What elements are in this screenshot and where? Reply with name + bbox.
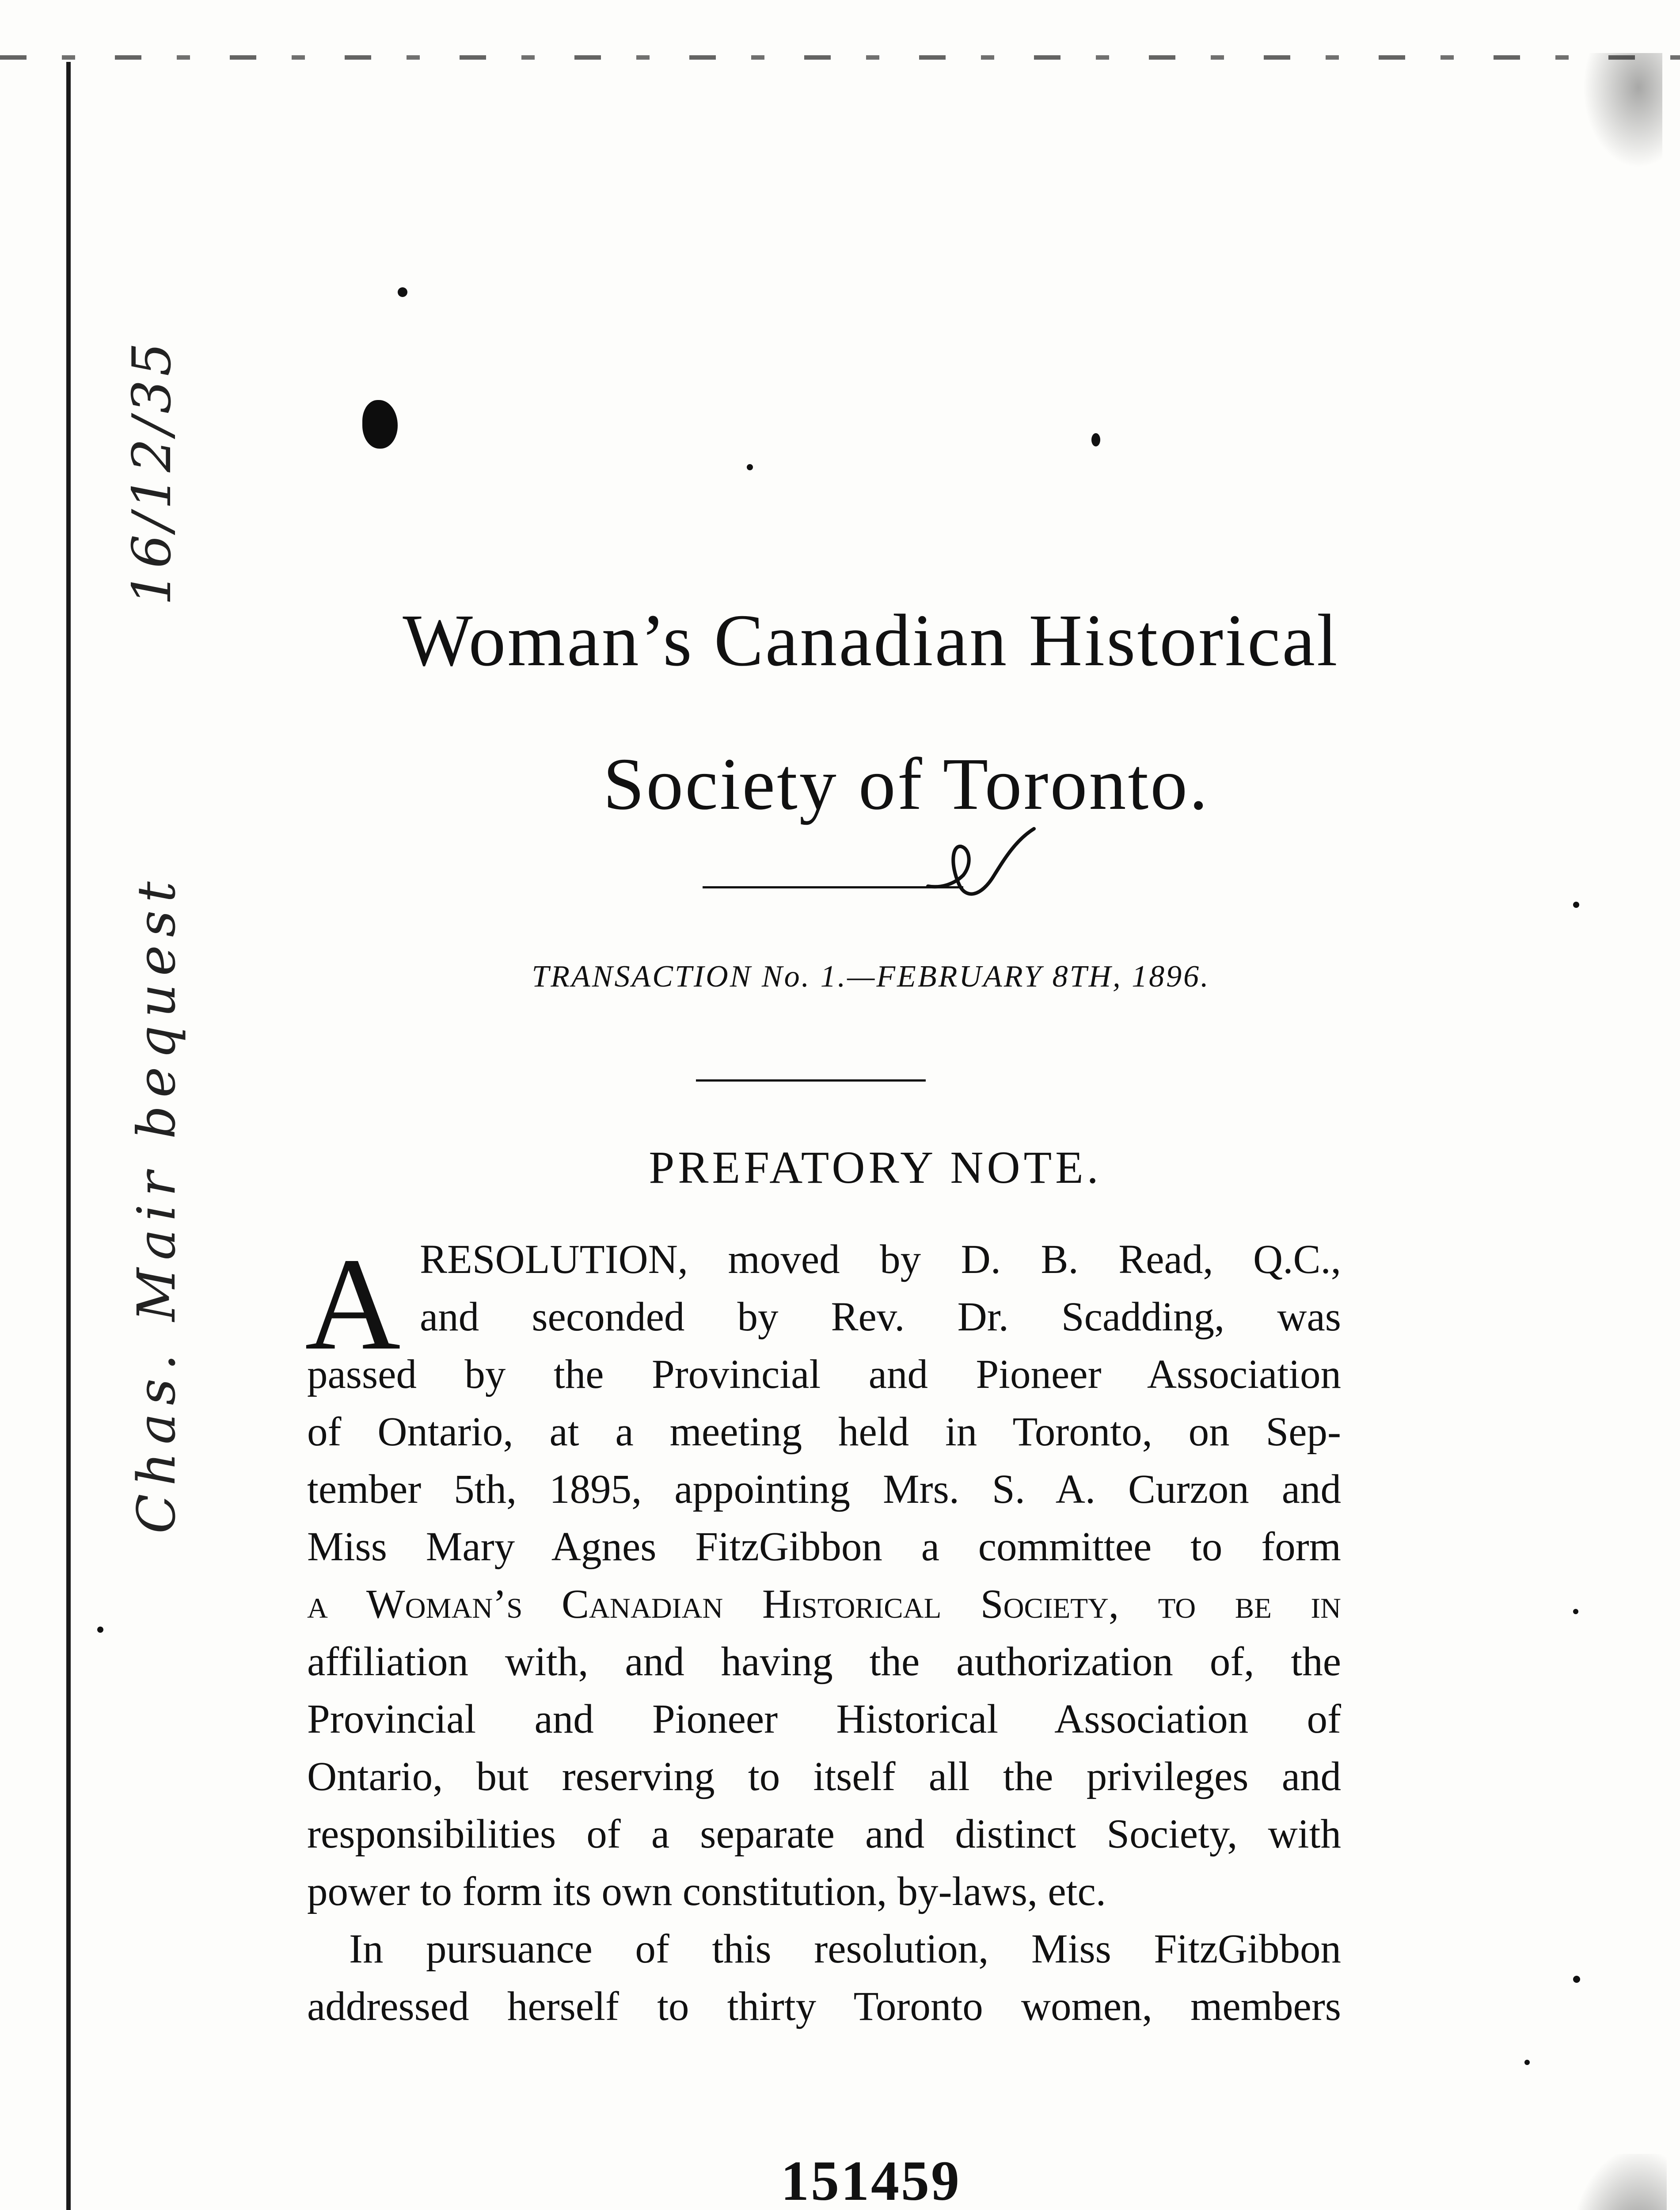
body-line: responsibilities of a separate and distinct Society, with <box>307 1811 1341 1857</box>
body-line: a Woman’s Canadian Historical Society, to be in <box>307 1581 1341 1627</box>
body-text <box>307 1231 1341 2035</box>
body-line: power to form its own constitution, by-laws, etc. <box>307 1869 1106 1914</box>
body-line: addressed herself to thirty Toronto women, members <box>307 1984 1341 2029</box>
section-heading: PREFATORY NOTE. <box>649 1142 1102 1193</box>
scan-speck <box>1573 1976 1580 1983</box>
handwritten-flourish <box>924 822 1038 911</box>
scan-speck <box>1524 2060 1530 2065</box>
ink-blot <box>362 400 398 449</box>
scan-speck <box>1091 433 1100 446</box>
scan-speck <box>1573 1609 1578 1614</box>
body-line: Miss Mary Agnes FitzGibbon a committee to form <box>307 1524 1341 1570</box>
catalog-number: 151459 <box>781 2149 961 2210</box>
body-line: Provincial and Pioneer Historical Association of <box>307 1696 1341 1742</box>
body-line: Ontario, but reserving to itself all the privileges and <box>307 1754 1341 1799</box>
body-line: and seconded by Rev. Dr. Scadding, was <box>420 1294 1341 1340</box>
scan-speck <box>97 1627 103 1633</box>
body-line: of Ontario, at a meeting held in Toronto, on Sep- <box>307 1409 1341 1455</box>
scan-stain-top-right <box>1583 53 1662 168</box>
transaction-line: TRANSACTION No. 1.—FEBRUARY 8TH, 1896. <box>532 960 1210 994</box>
document-title-line-1: Woman’s Canadian Historical <box>403 599 1339 682</box>
body-line: affiliation with, and having the authorization of, the <box>307 1639 1341 1684</box>
handwritten-margin-date: 16/12/35 <box>122 339 183 606</box>
scan-speck <box>747 464 753 470</box>
body-line: passed by the Provincial and Pioneer Association <box>307 1352 1341 1397</box>
section-divider <box>696 1079 926 1082</box>
drop-cap: A <box>305 1231 401 1377</box>
document-title-line-2: Society of Toronto. <box>603 743 1210 825</box>
body-line: In pursuance of this resolution, Miss FitzGibbon <box>349 1926 1341 1972</box>
scan-speck <box>1573 902 1579 908</box>
scan-speck <box>398 287 407 297</box>
body-line: tember 5th, 1895, appointing Mrs. S. A. Curzon and <box>307 1467 1341 1512</box>
scan-top-edge <box>0 55 1680 60</box>
scan-left-edge <box>66 62 71 2210</box>
handwritten-margin-bequest: Chas. Mair bequest <box>126 873 187 1534</box>
body-line: RESOLUTION, moved by D. B. Read, Q.C., <box>420 1237 1341 1282</box>
